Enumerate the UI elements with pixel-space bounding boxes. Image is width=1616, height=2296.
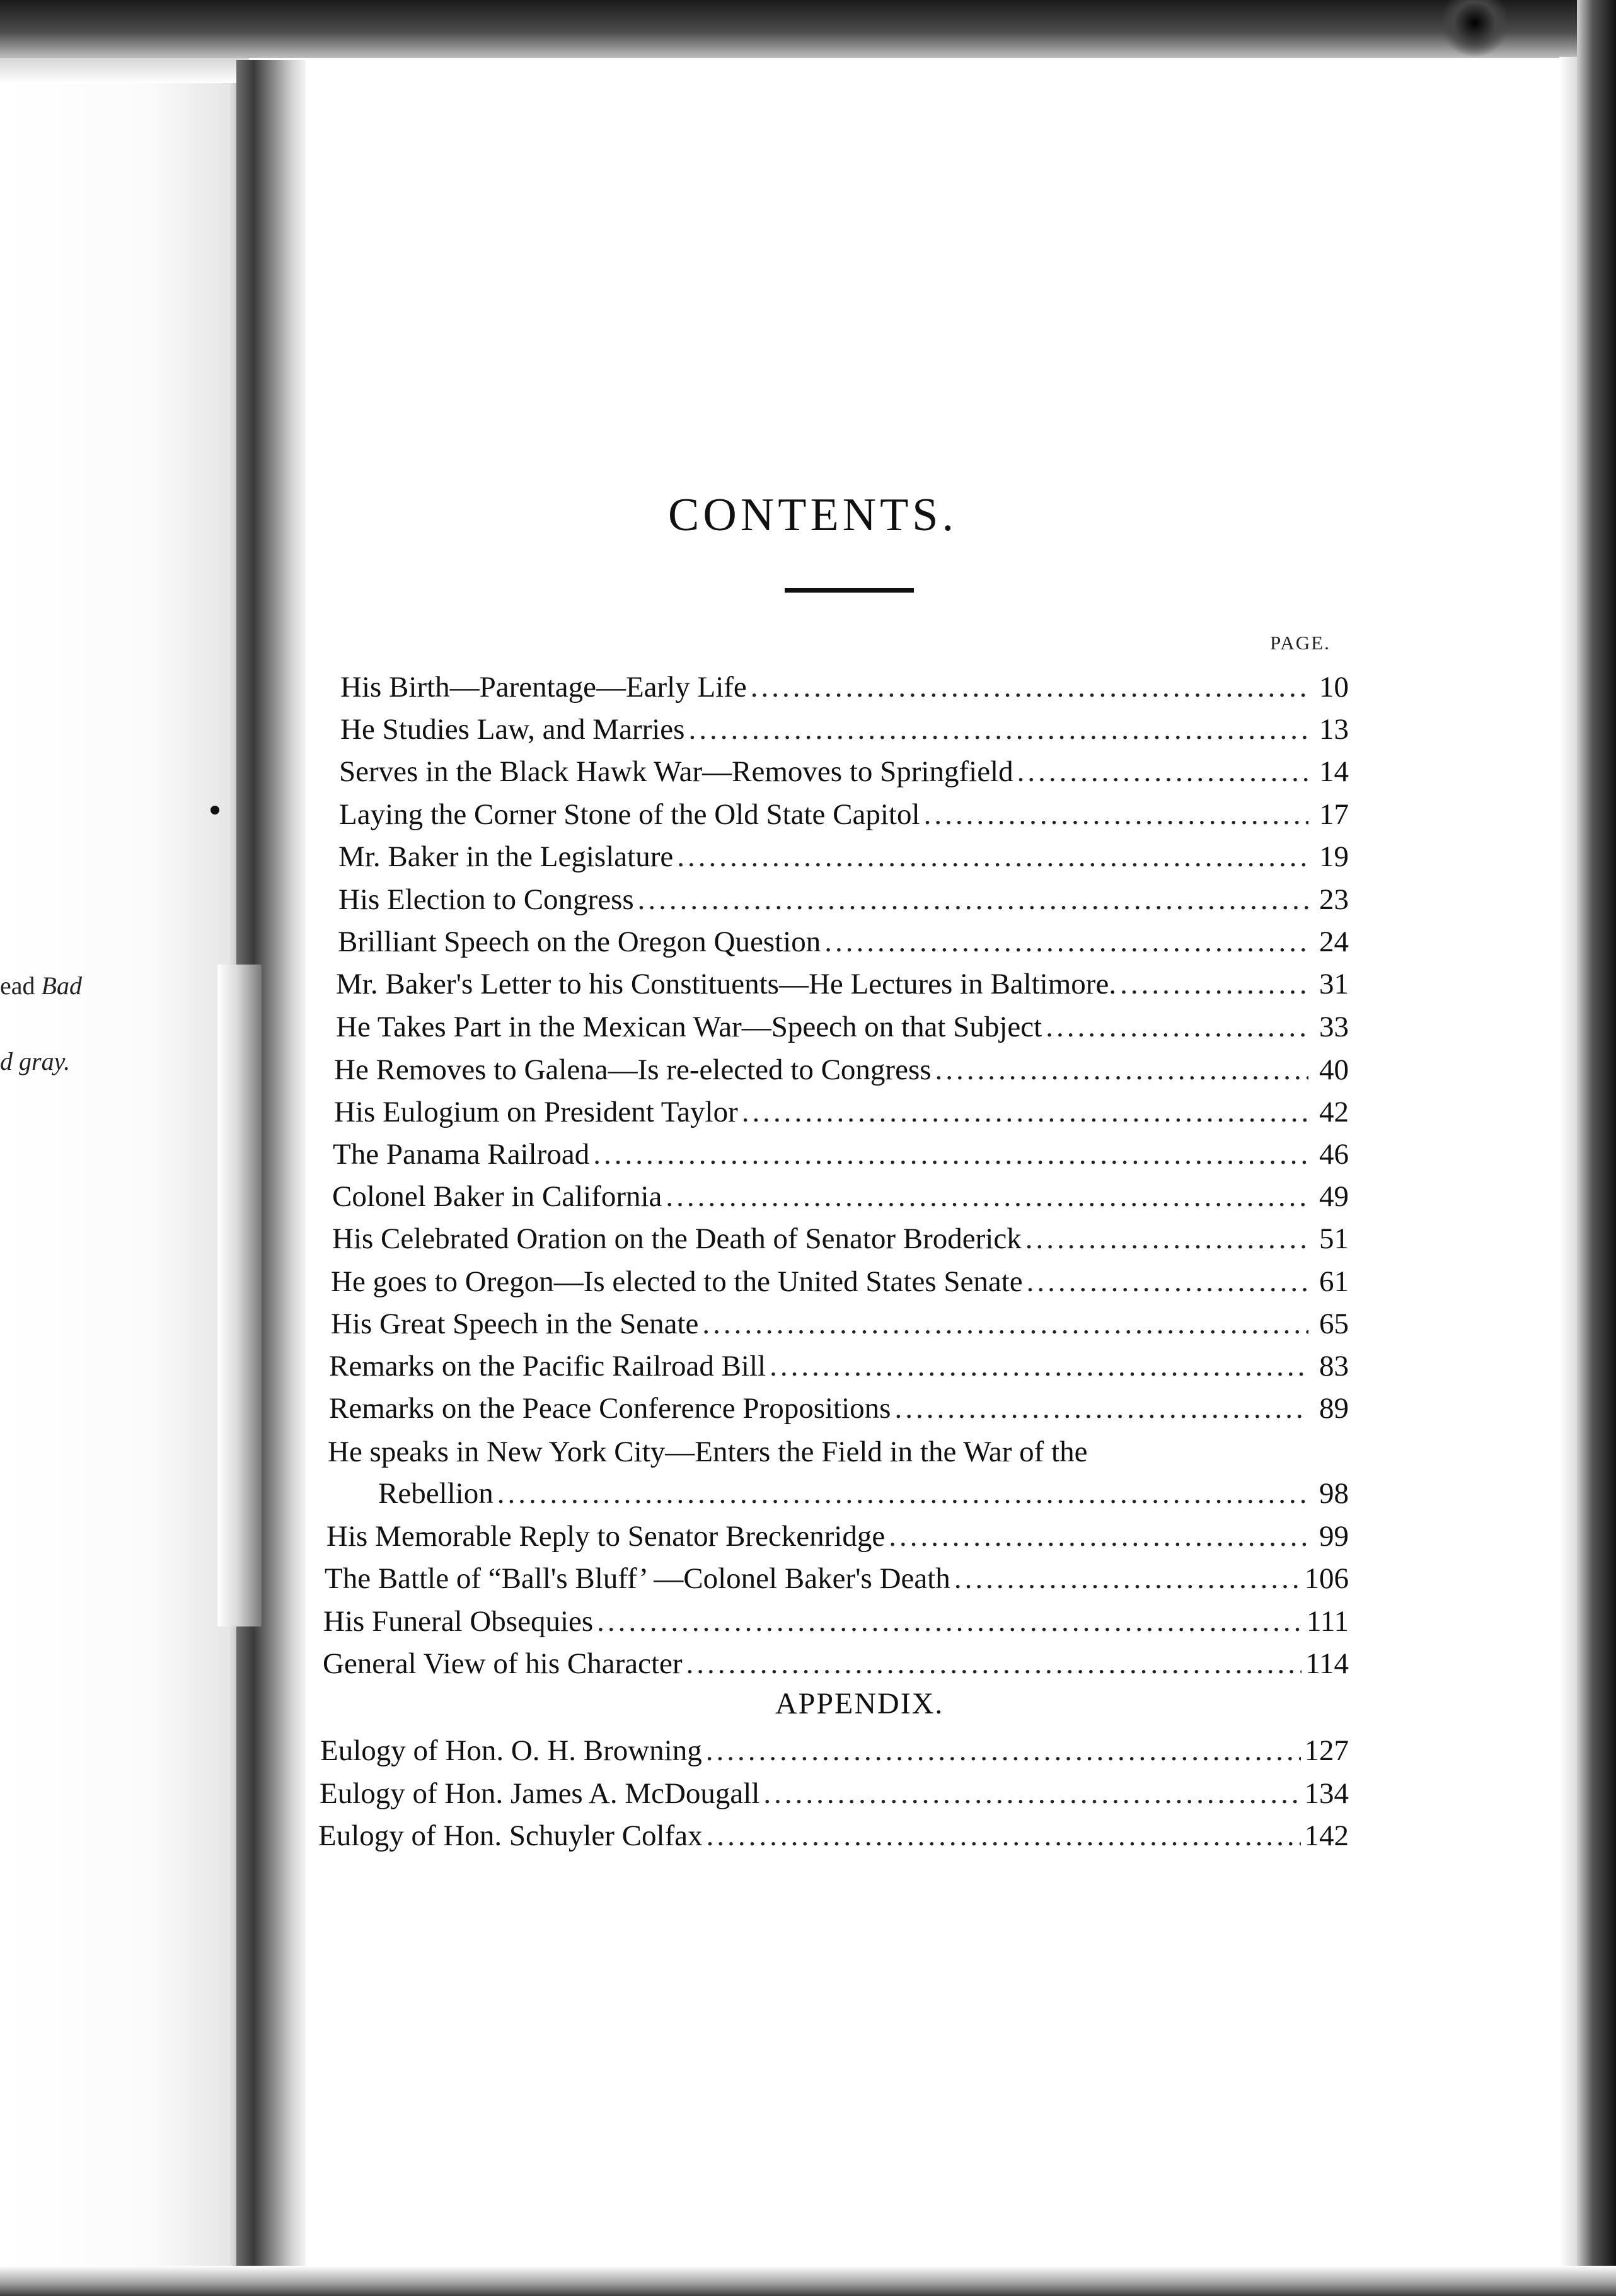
page-title: CONTENTS. — [668, 489, 957, 541]
toc-entry-title: Colonel Baker in California — [332, 1180, 662, 1213]
dot-leader — [1027, 1265, 1308, 1299]
facing-page-line-2-italic: d gray. — [0, 1047, 71, 1076]
page-column-heading: PAGE. — [1270, 632, 1330, 654]
dot-leader — [677, 840, 1308, 874]
toc-entry-title: Laying the Corner Stone of the Old State Capitol — [339, 798, 920, 831]
dot-leader — [707, 1819, 1301, 1853]
toc-entry-title: He speaks in New York City—Enters the Field in the War of the — [328, 1435, 1088, 1468]
toc-entry-page-number: 13 — [1319, 713, 1349, 746]
toc-entry-title: He Takes Part in the Mexican War—Speech on that Subject — [336, 1011, 1042, 1043]
toc-entry-page-number: 83 — [1319, 1350, 1349, 1383]
toc-entry — [326, 1519, 1349, 1557]
toc-entry — [339, 755, 1349, 792]
dot-leader — [824, 925, 1308, 959]
toc-entry-page-number: 40 — [1319, 1053, 1349, 1086]
toc-entry-page-number: 98 — [1319, 1477, 1349, 1510]
toc-entry-title: Remarks on the Pacific Railroad Bill — [329, 1350, 766, 1383]
dot-leader — [638, 883, 1308, 917]
toc-entry-title: He Removes to Galena—Is re-elected to Congress — [334, 1053, 932, 1086]
toc-entry-page-number: 23 — [1319, 883, 1349, 916]
toc-entry — [338, 883, 1349, 920]
dot-leader — [706, 1734, 1301, 1768]
toc-entry — [338, 840, 1349, 878]
dot-leader — [742, 1095, 1308, 1129]
toc-entry-title: His Birth—Parentage—Early Life — [340, 671, 747, 704]
dot-leader — [924, 797, 1308, 832]
toc-entry-title: General View of his Character — [323, 1647, 683, 1680]
toc-entry-page-number: 142 — [1304, 1819, 1349, 1852]
toc-entry-page-number: 46 — [1319, 1138, 1349, 1171]
toc-entry-page-number: 49 — [1319, 1180, 1349, 1213]
toc-entry-continuation-line — [378, 1476, 1349, 1514]
dot-leader — [702, 1307, 1308, 1341]
toc-entry-page-number: 114 — [1305, 1647, 1349, 1680]
toc-entry-page-number: 89 — [1319, 1392, 1349, 1425]
dot-leader — [593, 1137, 1308, 1171]
toc-entry — [332, 1180, 1349, 1217]
toc-entry — [336, 967, 1349, 1005]
dot-leader — [1120, 967, 1308, 1001]
appendix-heading: APPENDIX. — [775, 1687, 944, 1720]
facing-page-line-1-italic: Bad — [41, 971, 82, 1000]
dot-leader — [597, 1604, 1303, 1638]
toc-entry-title: His Celebrated Oration on the Death of Senator Broderick — [332, 1222, 1022, 1255]
dot-leader — [666, 1180, 1308, 1214]
toc-entry-page-number: 51 — [1319, 1222, 1349, 1255]
toc-entry-title: His Funeral Obsequies — [323, 1605, 594, 1638]
toc-entry — [329, 1391, 1349, 1429]
toc-entry — [340, 712, 1349, 750]
toc-entry-page-number: 14 — [1319, 755, 1349, 788]
toc-entry-title: His Eulogium on President Taylor — [334, 1096, 738, 1128]
toc-entry — [323, 1647, 1349, 1684]
facing-page-line-1-text: ead — [0, 971, 42, 1000]
toc-entry — [325, 1562, 1349, 1599]
toc-entry — [338, 925, 1349, 963]
toc-entry-title: Eulogy of Hon. James A. McDougall — [320, 1777, 760, 1810]
dot-leader — [954, 1562, 1301, 1596]
dot-leader — [935, 1053, 1308, 1087]
toc-entry-page-number: 33 — [1319, 1011, 1349, 1043]
toc-entry-title: Serves in the Black Hawk War—Removes to Springfield — [339, 755, 1013, 788]
toc-entry-title: Brilliant Speech on the Oregon Question — [338, 925, 821, 958]
toc-entry-title: Eulogy of Hon. O. H. Browning — [320, 1734, 702, 1767]
toc-entry-title: Mr. Baker's Letter to his Constituents—He Lectures in Baltimore. — [336, 968, 1117, 1000]
toc-entry — [331, 1307, 1349, 1345]
toc-entry — [329, 1349, 1349, 1387]
toc-entry-title: Remarks on the Peace Conference Propositions — [329, 1392, 891, 1425]
dot-leader — [751, 670, 1308, 704]
dot-leader — [497, 1476, 1308, 1510]
toc-entry — [333, 1137, 1349, 1175]
toc-entry — [318, 1819, 1349, 1857]
dot-leader — [1017, 755, 1308, 789]
toc-entry-title: His Great Speech in the Senate — [331, 1307, 699, 1340]
toc-entry — [334, 1053, 1349, 1091]
toc-entry-page-number: 61 — [1319, 1265, 1349, 1298]
toc-entry — [332, 1222, 1349, 1260]
toc-entry — [323, 1604, 1349, 1642]
toc-entry-title: Mr. Baker in the Legislature — [338, 840, 674, 873]
toc-entry-page-number: 65 — [1319, 1307, 1349, 1340]
toc-entry — [334, 1095, 1349, 1133]
toc-entry-page-number: 19 — [1319, 840, 1349, 873]
dot-leader — [894, 1391, 1308, 1425]
toc-entry-page-number: 31 — [1319, 968, 1349, 1000]
toc-entry — [320, 1777, 1349, 1814]
toc-entry-page-number: 10 — [1319, 671, 1349, 704]
dot-leader — [763, 1777, 1300, 1811]
toc-entry-title: He goes to Oregon—Is elected to the United States Senate — [331, 1265, 1023, 1298]
toc-entry-title: The Panama Railroad — [333, 1138, 590, 1171]
toc-entry-page-number: 134 — [1304, 1777, 1349, 1810]
toc-entry — [339, 797, 1349, 835]
toc-entry-page-number: 17 — [1319, 798, 1349, 831]
toc-entry-title: The Battle of “Ball's Bluff’ —Colonel Baker's Death — [325, 1562, 950, 1595]
toc-entry — [320, 1734, 1349, 1771]
toc-entry-page-number: 111 — [1306, 1605, 1349, 1638]
toc-entry-page-number: 99 — [1319, 1520, 1349, 1553]
toc-entry-page-number: 42 — [1319, 1096, 1349, 1128]
toc-entry — [328, 1435, 1349, 1473]
toc-entry-title: His Memorable Reply to Senator Breckenridge — [326, 1520, 886, 1553]
toc-entry-continuation: Rebellion — [378, 1477, 493, 1510]
dot-leader — [770, 1349, 1308, 1383]
toc-entry-title: Eulogy of Hon. Schuyler Colfax — [318, 1819, 703, 1852]
toc-entry-page-number: 24 — [1319, 925, 1349, 958]
toc-entry-page-number: 106 — [1304, 1562, 1349, 1595]
toc-entry — [336, 1010, 1349, 1048]
dot-leader — [686, 1647, 1302, 1681]
dot-leader — [1025, 1222, 1308, 1256]
toc-entry-title: He Studies Law, and Marries — [340, 713, 685, 746]
dot-leader — [688, 712, 1308, 746]
toc-entry — [340, 670, 1349, 708]
toc-entry — [331, 1265, 1349, 1302]
dot-leader — [889, 1519, 1308, 1553]
dot-leader — [1046, 1010, 1308, 1044]
toc-entry-page-number: 127 — [1304, 1734, 1349, 1767]
toc-entry-title: His Election to Congress — [338, 883, 634, 916]
